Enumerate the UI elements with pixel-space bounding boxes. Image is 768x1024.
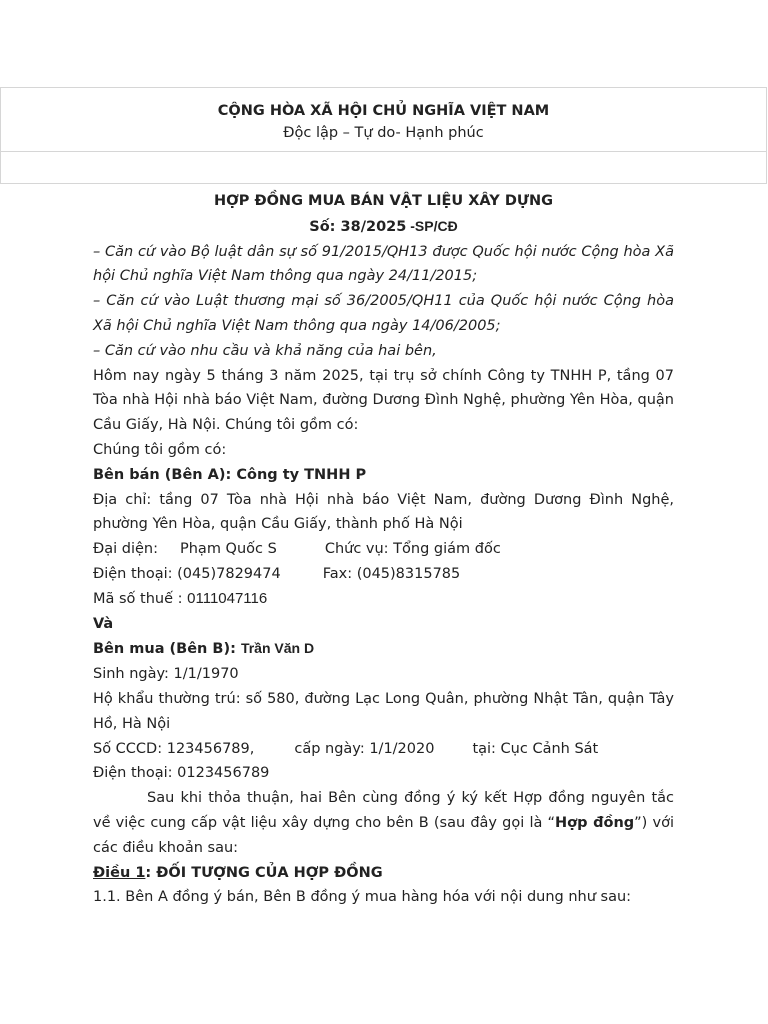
national-motto: Độc lập – Tự do- Hạnh phúc — [283, 124, 484, 141]
legal-basis-needs: – Căn cứ vào nhu cầu và khả năng của hai bên, — [93, 342, 437, 359]
buyer-residence: Hộ khẩu thường trú: số 580, đường Lạc Long Quân, phường Nhật Tân, quận Tây Hồ, Hà Nội — [93, 690, 674, 732]
contract-body — [93, 189, 674, 910]
clause-1-1: 1.1. Bên A đồng ý bán, Bên B đồng ý mua hàng hóa với nội dung như sau: — [93, 889, 632, 906]
parties-intro: Chúng tôi gồm có: — [93, 441, 227, 458]
seller-heading: Bên bán (Bên A): Công ty TNHH P — [93, 466, 367, 483]
header-cell — [1, 88, 767, 152]
intro-paragraph: Hôm nay ngày 5 tháng 3 năm 2025, tại trụ sở chính Công ty TNHH P, tầng 07 Tòa nhà Hội nhà báo Việt Nam, đường Dương Đình Nghệ, phường Yên Hòa, quận Cầu Giấy, Hà Nội. Chúng tôi gồm có: — [93, 367, 674, 434]
legal-basis-civil-code: – Căn cứ vào Bộ luật dân sự số 91/2015/QH13 được Quốc hội nước Cộng hòa Xã hội Chủ nghĩa Việt Nam thông qua ngày 24/11/2015; — [93, 243, 674, 285]
header-empty-cell — [1, 152, 767, 184]
buyer-id: Số CCCD: 123456789, cấp ngày: 1/1/2020 tại: Cục Cảnh Sát — [93, 740, 599, 757]
agreement-paragraph: Sau khi thỏa thuận, hai Bên cùng đồng ý ký kết Hợp đồng nguyên tắc về việc cung cấp vật liệu xây dựng cho bên B (sau đây gọi là “Hợp đồng”) với các điều khoản sau: — [93, 790, 674, 856]
contract-title: HỢP ĐỒNG MUA BÁN VẬT LIỆU XÂY DỰNG — [213, 193, 553, 209]
legal-basis-commercial-law: – Căn cứ vào Luật thương mại số 36/2005/QH11 của Quốc hội nước Cộng hòa Xã hội Chủ nghĩa Việt Nam thông qua ngày 14/06/2005; — [93, 293, 674, 334]
buyer-phone: Điện thoại: 0123456789 — [93, 765, 270, 782]
buyer-dob: Sinh ngày: 1/1/1970 — [93, 666, 239, 683]
header-table — [0, 87, 767, 184]
contract-number: Số: 38/2025 -SP/CĐ — [309, 217, 458, 235]
buyer-heading: Bên mua (Bên B): Trần Văn D — [93, 640, 315, 658]
seller-representative: Đại diện: Phạm Quốc S Chức vụ: Tổng giám đốc — [93, 541, 501, 558]
nation-title: CỘNG HÒA XÃ HỘI CHỦ NGHĨA VIỆT NAM — [217, 102, 550, 119]
article-1-heading: Điều 1: ĐỐI TƯỢNG CỦA HỢP ĐỒNG — [93, 864, 383, 881]
and-label: Và — [93, 615, 114, 632]
seller-tax-code: Mã số thuế : 0111047116 — [93, 589, 268, 607]
seller-address: Địa chỉ: tầng 07 Tòa nhà Hội nhà báo Việt Nam, đường Dương Đình Nghệ, phường Yên Hòa, quận Cầu Giấy, thành phố Hà Nội — [93, 491, 674, 533]
seller-contact: Điện thoại: (045)7829474 Fax: (045)8315785 — [93, 565, 461, 582]
